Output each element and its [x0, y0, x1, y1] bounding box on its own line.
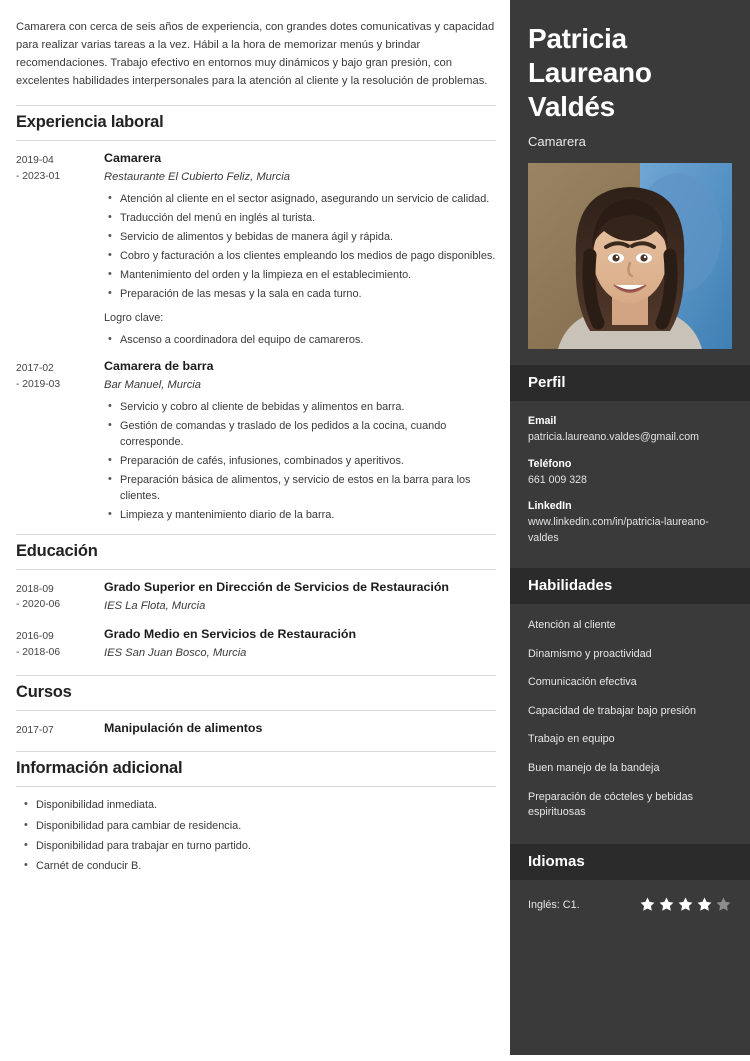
skill-item: Comunicación efectiva [528, 676, 637, 689]
last-name: Valdés [528, 91, 615, 123]
date-start: 2019-04 [16, 154, 54, 166]
entry-body [102, 151, 496, 355]
job-title: Camarera de barra [104, 358, 214, 373]
achievement-bullets [104, 332, 496, 348]
job-title: Camarera [104, 150, 162, 165]
entry-dates [16, 580, 102, 614]
star-filled-icon [677, 896, 694, 913]
entry-body [102, 580, 496, 614]
date-end: - 2018-06 [16, 647, 61, 659]
job-organization: Restaurante El Cubierto Feliz, Murcia [104, 170, 290, 183]
skills-list [510, 604, 750, 844]
additional-item: • Disponibilidad inmediata. [16, 797, 496, 813]
entry-dates [16, 627, 102, 661]
education-entries [16, 580, 496, 662]
star-filled-icon [696, 896, 713, 913]
section-additional [16, 751, 496, 874]
contact-label: Teléfono [528, 457, 572, 470]
job-bullet: • Servicio y cobro al cliente de bebidas y alimentos en barra. [104, 399, 496, 415]
experience-entry [16, 151, 496, 355]
section-education [16, 534, 496, 662]
achievement-label: Logro clave: [104, 312, 164, 325]
date-end: - 2023-01 [16, 170, 61, 182]
contact-value[interactable]: 661 009 328 [528, 473, 587, 486]
entry-body [102, 721, 496, 741]
star-filled-icon [639, 896, 656, 913]
job-bullets [104, 399, 496, 524]
sidebar [510, 0, 750, 1055]
education-title: Grado Medio en Servicios de Restauración [104, 627, 357, 642]
skill-item: Dinamismo y proactividad [528, 647, 652, 660]
course-entry [16, 721, 496, 741]
job-bullet: • Mantenimiento del orden y la limpieza en el establecimiento. [104, 267, 496, 283]
job-bullet: • Preparación básica de alimentos, y servicio de estos en la barra para los clientes. [104, 472, 496, 504]
sidebar-heading-languages: Idiomas [510, 844, 750, 880]
contact-label: Email [528, 415, 557, 428]
sidebar-name-block [510, 0, 750, 149]
job-bullet: • Preparación de cafés, infusiones, combinados y aperitivos. [104, 453, 496, 469]
entry-body [102, 627, 496, 661]
date-end: - 2020-06 [16, 599, 61, 611]
professional-summary: Camarera con cerca de seis años de experiencia, con grandes dotes comunicativas y capacidad para realizar varias tareas a la vez. Hábil a la hora de memorizar menús y brindar recomendaciones. Trabajo efectivo en entornos muy dinámicos y bajo gran presión, con excelentes habilidades interpersonales para la atención al cliente y la resolución de problemas. [16, 21, 495, 88]
contact-list [510, 401, 750, 567]
job-bullet: • Servicio de alimentos y bebidas de manera ágil y rápida. [104, 229, 496, 245]
course-entries [16, 721, 496, 741]
date-start: 2017-02 [16, 362, 54, 374]
star-filled-icon [658, 896, 675, 913]
date-start: 2016-09 [16, 631, 54, 643]
language-row [528, 894, 732, 913]
additional-item: • Carnét de conducir B. [16, 858, 496, 874]
job-organization: Bar Manuel, Murcia [104, 378, 201, 391]
skill-item: Buen manejo de la bandeja [528, 762, 660, 775]
additional-item: • Disponibilidad para trabajar en turno partido. [16, 838, 496, 854]
job-bullet: • Limpieza y mantenimiento diario de la barra. [104, 507, 496, 523]
additional-item: • Disponibilidad para cambiar de residencia. [16, 818, 496, 834]
candidate-name [528, 22, 732, 124]
section-courses [16, 675, 496, 741]
sidebar-heading-profile: Perfil [510, 365, 750, 401]
middle-name: Laureano [528, 57, 652, 89]
section-title-education: Educación [16, 534, 496, 570]
date-end: - 2019-03 [16, 378, 61, 390]
section-title-courses: Cursos [16, 675, 496, 711]
first-name: Patricia [528, 23, 627, 54]
entry-dates [16, 359, 102, 530]
contact-value[interactable]: patricia.laureano.valdes@gmail.com [528, 431, 699, 444]
education-title: Grado Superior en Dirección de Servicios de Restauración [104, 579, 449, 594]
course-title: Manipulación de alimentos [104, 721, 263, 736]
experience-entry [16, 359, 496, 530]
entry-body [102, 359, 496, 530]
skill-item: Atención al cliente [528, 618, 616, 631]
education-entry [16, 580, 496, 614]
additional-list [16, 797, 496, 874]
experience-entries [16, 151, 496, 530]
portrait-photo [528, 163, 732, 349]
job-bullet: • Atención al cliente en el sector asignado, asegurando un servicio de calidad. [104, 191, 496, 207]
date-start: 2018-09 [16, 583, 54, 595]
contact-label: LinkedIn [528, 500, 572, 513]
language-rating [639, 896, 732, 913]
date-start: 2017-07 [16, 725, 54, 737]
photo-container [510, 163, 750, 365]
languages-list [510, 880, 750, 923]
section-experience [16, 105, 496, 530]
section-title-additional: Información adicional [16, 751, 496, 787]
entry-dates [16, 721, 102, 741]
job-bullet: • Gestión de comandas y traslado de los pedidos a la cocina, cuando corresponde. [104, 418, 496, 450]
job-bullet: • Preparación de las mesas y la sala en cada turno. [104, 286, 496, 302]
education-entry [16, 627, 496, 661]
achievement-bullet: • Ascenso a coordinadora del equipo de camareros. [104, 332, 496, 348]
job-bullet: • Traducción del menú en inglés al turista. [104, 210, 496, 226]
sidebar-heading-skills: Habilidades [510, 568, 750, 604]
education-organization: IES San Juan Bosco, Murcia [104, 647, 247, 660]
skill-item: Capacidad de trabajar bajo presión [528, 704, 697, 717]
education-organization: IES La Flota, Murcia [104, 599, 206, 612]
portrait-illustration [528, 163, 732, 349]
job-bullet: • Cobro y facturación a los clientes empleando los medios de pago disponibles. [104, 248, 496, 264]
candidate-role: Camarera [528, 134, 586, 150]
skill-item: Trabajo en equipo [528, 733, 615, 746]
star-empty-icon [715, 896, 732, 913]
contact-value[interactable]: www.linkedin.com/in/patricia-laureano-valdes [528, 516, 709, 544]
entry-dates [16, 151, 102, 355]
language-name: Inglés: C1. [528, 898, 580, 911]
section-title-experience: Experiencia laboral [16, 105, 496, 141]
job-bullets [104, 191, 496, 303]
skill-item: Preparación de cócteles y bebidas espirituosas [528, 790, 694, 819]
